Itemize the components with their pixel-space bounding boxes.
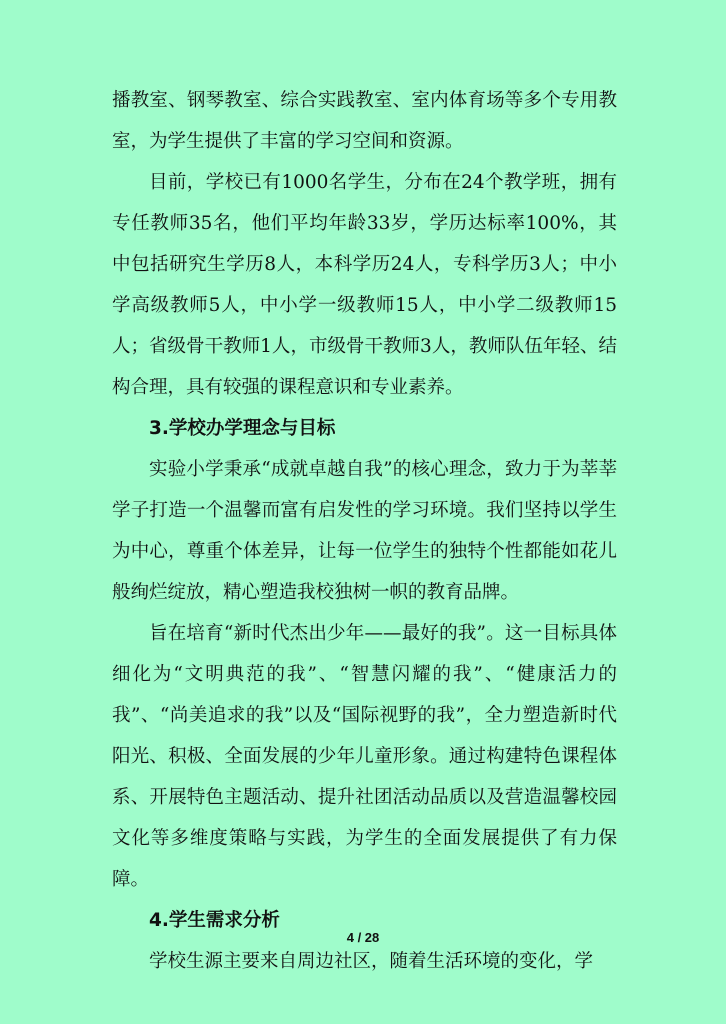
paragraph-needs: 学校生源主要来自周边社区，随着生活环境的变化，学 [149,951,594,972]
paragraph-goals: 旨在培育“新时代杰出少年——最好的我”。这一目标具体细化为“文明典范的我”、“智慧闪耀的我”、“健康活力的我”、“尚美追求的我”以及“国际视野的我”，全力塑造新时代阳光、积极、全面发展的少年儿童形象。通过构建特色课程体系、开展特色主题活动、提升社团活动品质以及营造温馨校园文化等多维度策略与实践，为学生的全面发展提供了有力保障。 [112,623,617,890]
paragraph-students-teachers: 目前，学校已有1000名学生，分布在24个教学班，拥有专任教师35名，他们平均年龄33岁，学历达标率100%，其中包括研究生学历8人，本科学历24人，专科学历3人；中小学高级教师5人，中小学一级教师15人，中小学二级教师15人；省级骨干教师1人，市级骨干教师3人，教师队伍年轻、结构合理，具有较强的课程意识和专业素养。 [112,172,617,398]
section-heading-needs: 4.学生需求分析 [149,910,280,931]
paragraph-classrooms: 播教室、钢琴教室、综合实践教室、室内体育场等多个专用教室，为学生提供了丰富的学习空间和资源。 [112,90,617,152]
paragraph-philosophy: 实验小学秉承“成就卓越自我”的核心理念，致力于为莘莘学子打造一个温馨而富有启发性的学习环境。我们坚持以学生为中心，尊重个体差异，让每一位学生的独特个性都能如花儿般绚烂绽放，精心塑造我校独树一帜的教育品牌。 [112,459,617,603]
page-number: 4 / 28 [346,930,380,945]
document-body [112,80,617,982]
section-heading-philosophy: 3.学校办学理念与目标 [149,418,336,439]
